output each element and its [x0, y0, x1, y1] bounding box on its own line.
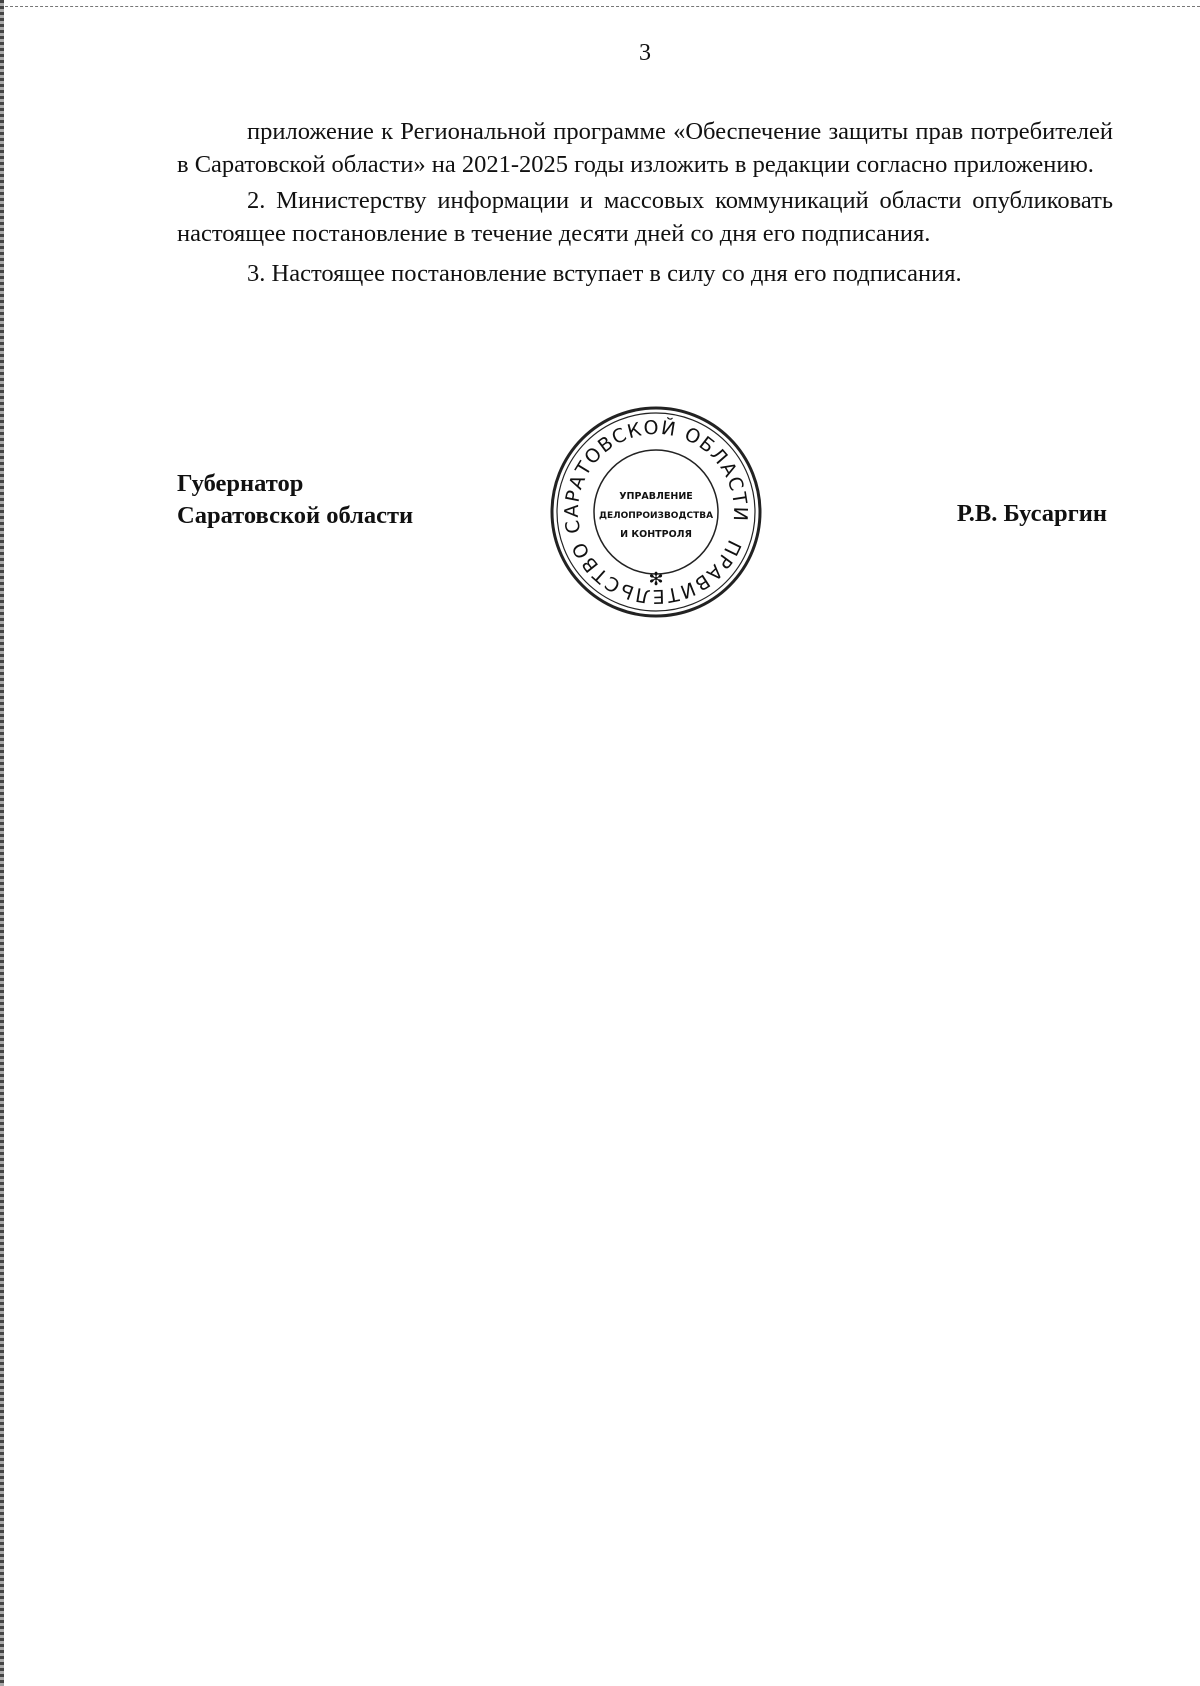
stamp-outer-text: ПРАВИТЕЛЬСТВО САРАТОВСКОЙ ОБЛАСТИ	[560, 416, 752, 608]
scan-left-edge	[0, 0, 4, 1686]
scan-top-edge	[0, 6, 1200, 7]
paragraph-2: 2. Министерству информации и массовых коммуникаций области опубликовать настоящее постановление в течение десяти дней со дня его подписания.	[177, 187, 1113, 247]
document-body	[177, 116, 1113, 295]
page-number: 3	[639, 40, 651, 66]
paragraph-3: 3. Настоящее постановление вступает в силу со дня его подписания.	[247, 260, 962, 287]
signatory-title-line1: Губернатор	[177, 470, 304, 497]
stamp-inner-line3: И КОНТРОЛЯ	[620, 529, 692, 540]
stamp-inner-line1: УПРАВЛЕНИЕ	[619, 491, 693, 502]
star-icon: ✻	[648, 569, 664, 589]
official-stamp	[548, 404, 764, 620]
stamp-inner-line2: ДЕЛОПРОИЗВОДСТВА	[598, 511, 714, 521]
signatory-title-line2: Саратовской области	[177, 502, 414, 529]
signatory-name: Р.В. Бусаргин	[956, 500, 1107, 527]
signatory-title	[177, 468, 413, 532]
paragraph-1: приложение к Региональной программе «Обеспечение защиты прав потребителей в Саратовской области» на 2021-2025 годы изложить в редакции согласно приложению.	[177, 118, 1113, 178]
